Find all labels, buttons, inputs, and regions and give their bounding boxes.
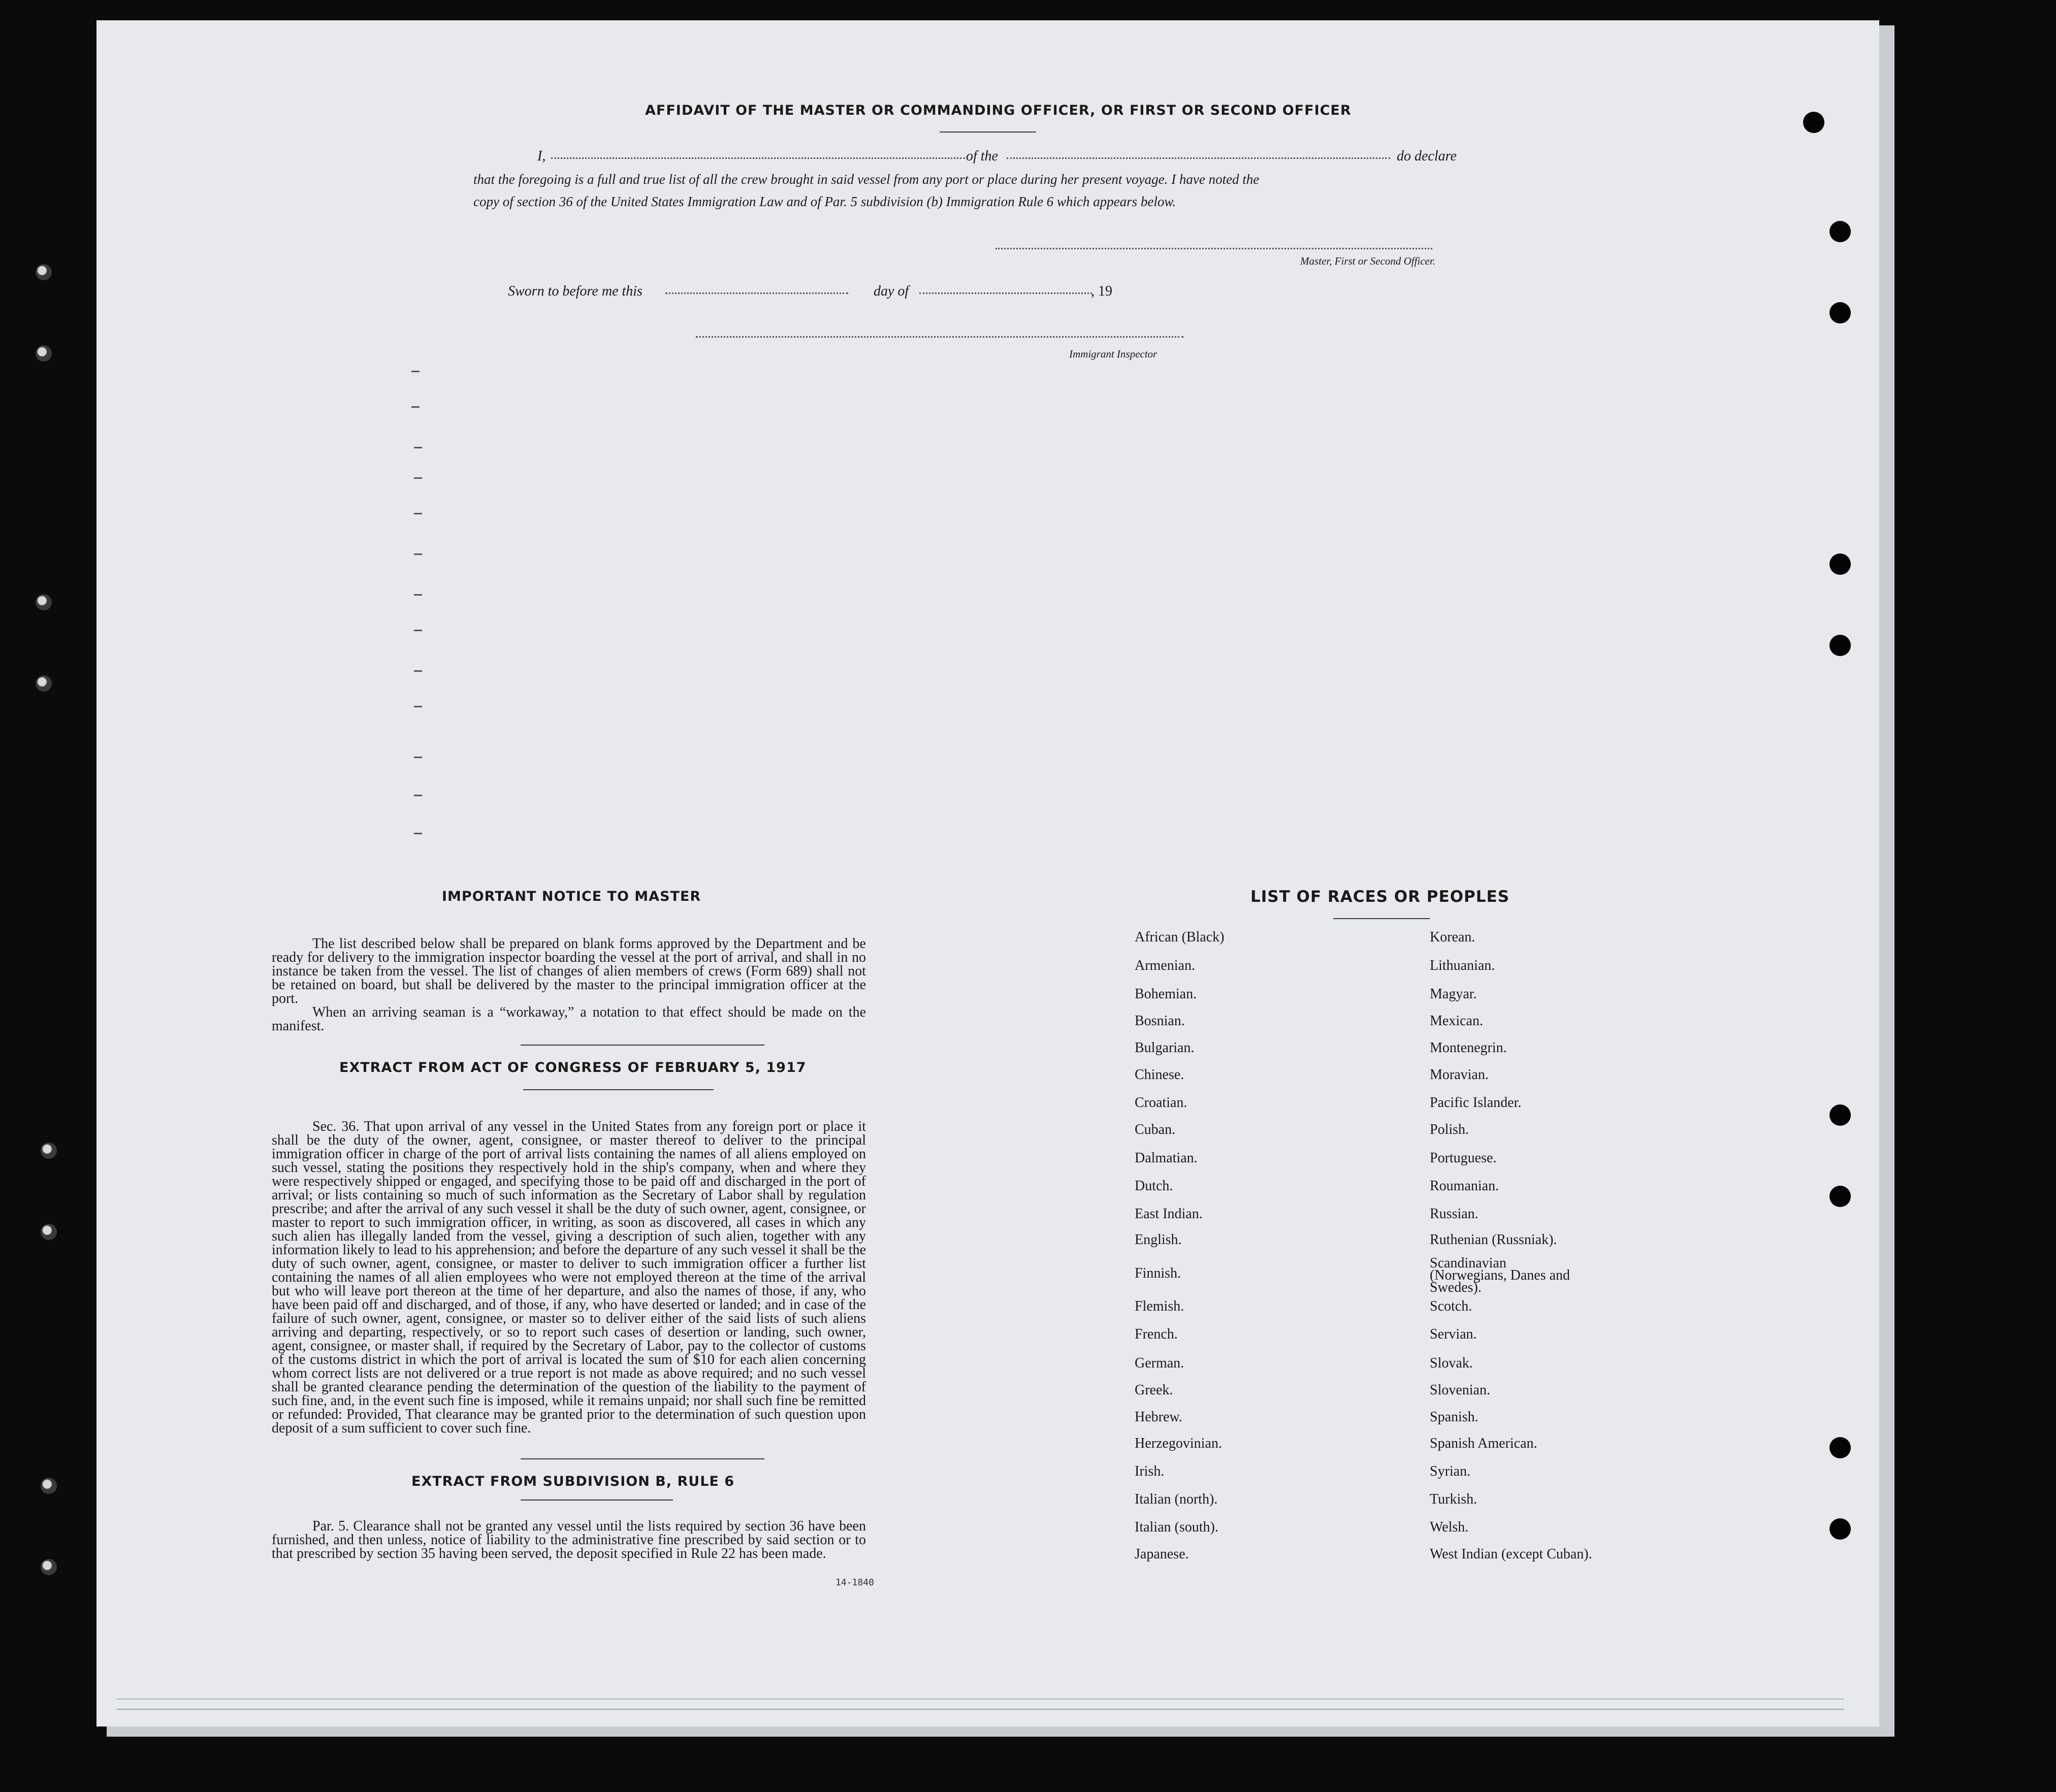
margin-mark [414,553,422,555]
race-item: Russian. [1430,1206,1479,1222]
margin-mark [414,477,422,479]
margin-mark [414,594,422,596]
race-item: Welsh. [1430,1519,1469,1535]
race-item: English. [1135,1232,1182,1248]
race-item: Scandinavian (Norwegians, Danes and Swedes). [1430,1255,1570,1295]
binder-hole [41,1143,57,1159]
race-item: Croatian. [1135,1095,1187,1111]
race-item: Spanish. [1430,1409,1479,1425]
race-item: Roumanian. [1430,1178,1499,1194]
race-item: Chinese. [1135,1067,1184,1083]
affidavit-line3: copy of section 36 of the United States Immigration Law and of Par. 5 subdivision (b) Immigration Rule 6 which appears below. [473,194,1176,209]
affidavit-of-the: of the [966,148,998,164]
binder-hole [41,1559,57,1575]
race-item: Mexican. [1430,1013,1483,1029]
race-item: Armenian. [1135,958,1195,973]
punch-hole [1829,221,1851,242]
race-item: German. [1135,1355,1184,1371]
race-item: Montenegrin. [1430,1040,1507,1056]
signature-caption: Master, First or Second Officer. [1300,255,1435,267]
sworn-month-line [919,292,1092,294]
name-blank-line [551,157,965,159]
race-item: Servian. [1430,1326,1477,1342]
race-item: African (Black) [1135,929,1225,945]
act-section-36: Sec. 36. That upon arrival of any vessel in the United States from any foreign port or place it shall be the duty of the owner, agent, consignee, or master thereof to deliver to the principal immigration officer in charge of the port of arrival lists containing the names of all aliens employed on such vessel, stating the positions they respectively hold in the ship's company, when and where they were respectively shipped or engaged, and specifying those to be paid off and discharged in the port of arrival; or lists containing so much of such information as the Secretary of Labor shall by regulation prescribe; and after the arrival of any such vessel it shall be the duty of such owner, agent, consignee, or master to report to such immigration officer, in writing, as soon as discovered, all cases in which any such alien has illegally landed from the vessel, giving a description of such alien, together with any information likely to lead to his apprehension; and before the departure of any such vessel it shall be the duty of such owner, agent, consignee, or master to deliver to such immigration officer a further list containing the names of all alien employees who were not employed thereon at the time of the arrival but who will leave port thereon at the time of her departure, and also the names of those, if any, who have been paid off and discharged, and of those, if any, who have deserted or landed; and in case of the failure of such owner, agent, consignee, or master so to deliver either of the said lists of such aliens arriving and departing, respectively, or so to report such cases of desertion or landing, such owner, agent, consignee, or master shall, if required by the Secretary of Labor, pay to the collector of customs of the customs district in which the port of arrival is located the sum of $10 for each alien concerning whom correct lists are not delivered or a true report is not made as above required; and no such vessel shall be granted clearance pending the determination of the question of the liability to the payment of such fine, and, in the event such fine is imposed, while it remains unpaid; nor shall such fine be remitted or refunded: Provided, That clearance may be granted prior to the determination of such question upon deposit of a sum sufficient to cover such fine. [272,1119,866,1436]
page-edge [117,1699,1844,1700]
race-item: Flemish. [1135,1298,1184,1314]
race-item: Ruthenian (Russniak). [1430,1232,1557,1248]
race-item: Bulgarian. [1135,1040,1195,1056]
race-item: Finnish. [1135,1265,1181,1281]
race-item: Hebrew. [1135,1409,1182,1425]
sworn-year: , 19 [1091,283,1112,299]
punch-hole [1829,553,1851,575]
notice-title: IMPORTANT NOTICE TO MASTER [442,889,701,904]
punch-hole [1829,1104,1851,1126]
races-title: LIST OF RACES OR PEOPLES [1250,888,1510,906]
signature-line [995,248,1432,249]
race-item: Pacific Islander. [1430,1095,1522,1111]
race-item: Italian (north). [1135,1491,1218,1507]
punch-hole [1803,112,1824,133]
affidavit-i: I, [537,148,546,164]
race-item: Irish. [1135,1463,1165,1479]
margin-mark [411,406,420,408]
binder-hole [36,345,52,362]
divider [523,1089,714,1090]
race-item: Slovenian. [1430,1382,1490,1398]
punch-hole [1829,302,1851,323]
affidavit-do-declare: do declare [1397,148,1457,164]
binder-hole [36,594,52,610]
divider [521,1458,764,1459]
sworn-day-of: day of [874,283,909,299]
margin-mark [414,757,422,758]
margin-mark [414,706,422,707]
race-item: Spanish American. [1430,1436,1537,1451]
punch-hole [1829,1186,1851,1207]
race-item: Scotch. [1430,1298,1472,1314]
race-item: Slovak. [1430,1355,1473,1371]
race-item: Cuban. [1135,1122,1176,1137]
binder-hole [41,1478,57,1494]
race-item: East Indian. [1135,1206,1203,1222]
race-item: Moravian. [1430,1067,1489,1083]
binder-hole [41,1224,57,1240]
affidavit-title: AFFIDAVIT OF THE MASTER OR COMMANDING OFFICER, OR FIRST OR SECOND OFFICER [645,103,1352,118]
margin-mark [414,630,422,631]
race-item: Dalmatian. [1135,1150,1198,1166]
affidavit-line2: that the foregoing is a full and true list of all the crew brought in said vessel from any port or place during her present voyage. I have noted the [473,172,1260,187]
sworn-prefix: Sworn to before me this [508,283,642,299]
rule-par-5: Par. 5. Clearance shall not be granted any vessel until the lists required by section 36 have been furnished, and then unless, notice of liability to the administrative fine prescribed by said section or to that prescribed by section 35 having been served, the deposit specified in Rule 22 has been made. [272,1518,866,1561]
form-code: 14-1840 [836,1577,874,1588]
race-item: Polish. [1430,1122,1469,1137]
margin-mark [414,447,422,448]
vessel-blank-line [1007,157,1390,159]
title-underline [1333,918,1430,919]
document-page [97,20,1879,1726]
race-item: Magyar. [1430,986,1477,1002]
margin-mark [414,795,422,796]
notice-workaway: When an arriving seaman is a “workaway,” a notation to that effect should be made on the manifest. [272,1004,866,1034]
margin-mark [411,371,420,372]
race-item: Italian (south). [1135,1519,1218,1535]
race-item: Lithuanian. [1430,958,1495,973]
sworn-day-line [665,292,848,294]
margin-mark [414,513,422,514]
race-item: Dutch. [1135,1178,1173,1194]
margin-mark [414,833,422,834]
race-item: West Indian (except Cuban). [1430,1546,1592,1562]
race-item: Bohemian. [1135,986,1197,1002]
punch-hole [1829,635,1851,656]
inspector-line [696,336,1183,338]
page-edge [117,1709,1844,1710]
inspector-caption: Immigrant Inspector [1069,348,1158,360]
notice-body: The list described below shall be prepared on blank forms approved by the Department and be ready for delivery to the immigration inspector boarding the vessel at the port of arrival, and shall in no instance be taken from the vessel. The list of changes of alien members of crews (Form 689) shall not be retained on board, but shall be delivered by the master to the principal immigration officer at the port. [272,936,866,1006]
binder-hole [36,264,52,280]
race-item: Bosnian. [1135,1013,1185,1029]
punch-hole [1829,1437,1851,1458]
race-item: French. [1135,1326,1178,1342]
race-item: Turkish. [1430,1491,1477,1507]
act-title: EXTRACT FROM ACT OF CONGRESS OF FEBRUARY 5, 1917 [339,1060,807,1076]
divider [521,1500,673,1501]
race-item: Herzegovinian. [1135,1436,1222,1451]
race-item: Japanese. [1135,1546,1189,1562]
divider [521,1045,764,1046]
race-item: Portuguese. [1430,1150,1497,1166]
title-underline [940,132,1036,133]
rule-title: EXTRACT FROM SUBDIVISION B, RULE 6 [411,1474,735,1489]
margin-mark [414,670,422,672]
race-item: Korean. [1430,929,1475,945]
binder-hole [36,675,52,692]
race-item: Greek. [1135,1382,1173,1398]
punch-hole [1829,1518,1851,1540]
race-item: Syrian. [1430,1463,1471,1479]
